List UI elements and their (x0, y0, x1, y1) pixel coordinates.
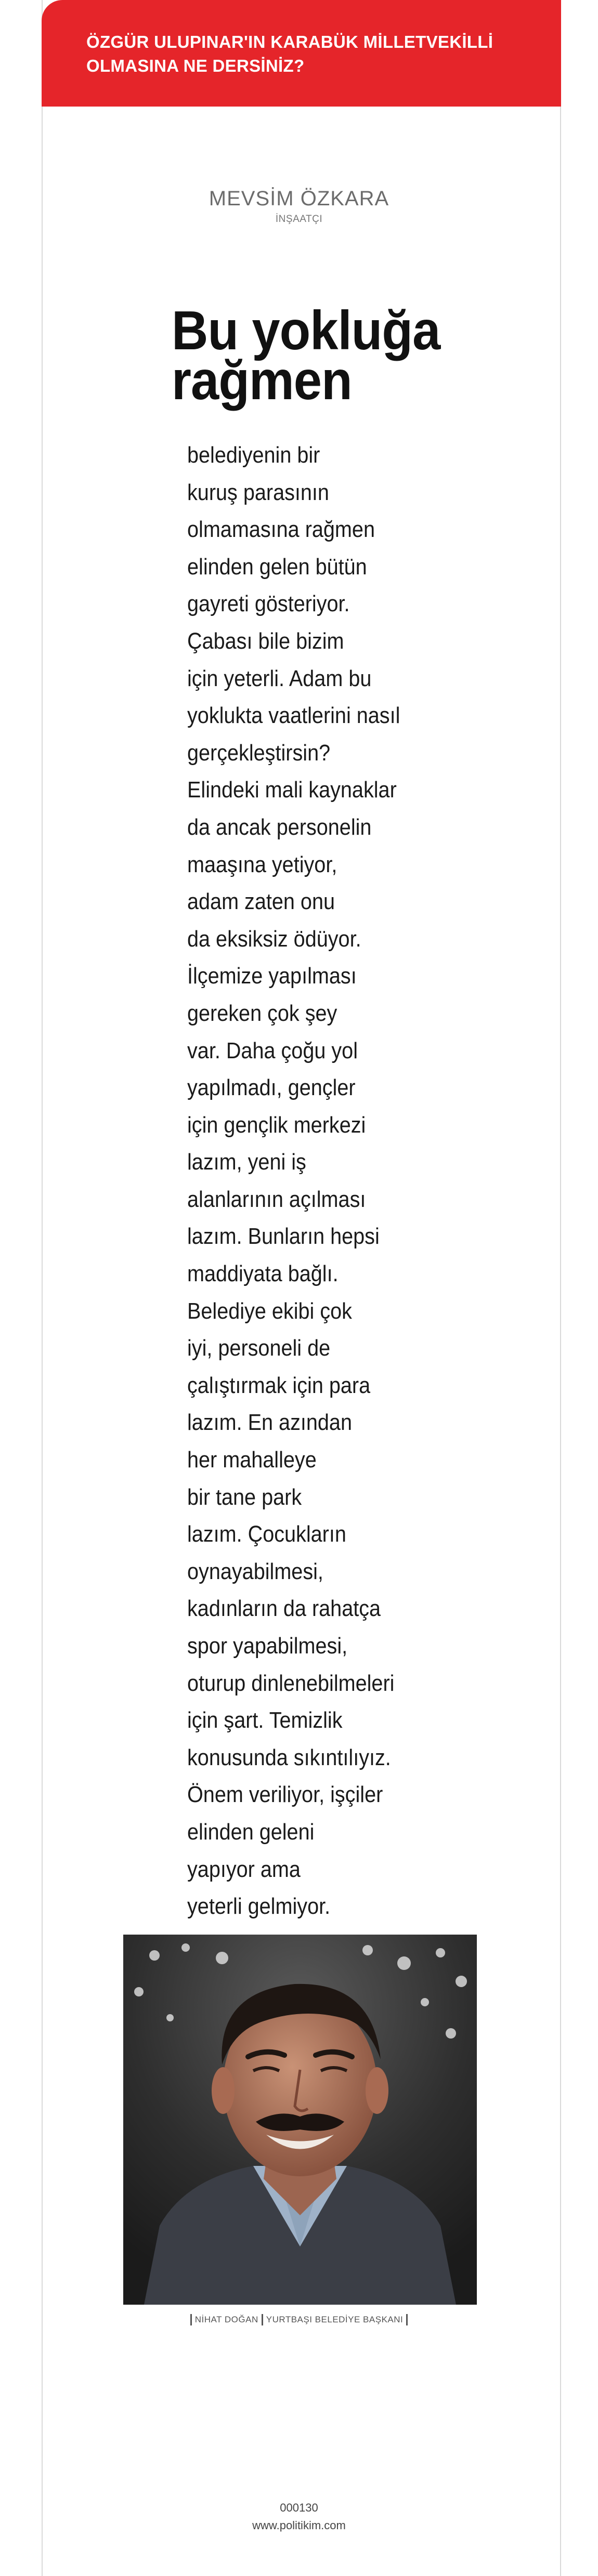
body-line: İlçemize yapılması (187, 963, 357, 989)
body-line: için yeterli. Adam bu (187, 665, 372, 691)
body-line: spor yapabilmesi, (187, 1633, 348, 1659)
body-line: gerçekleştirsin? (187, 740, 331, 766)
body-line: lazım. Bunların hepsi (187, 1224, 380, 1250)
body-line: gereken çok şey (187, 1000, 337, 1026)
body-line: yapılmadı, gençler (187, 1075, 356, 1101)
body-line: iyi, personeli de (187, 1335, 331, 1361)
body-line: olmamasına rağmen (187, 517, 375, 543)
body-line: için şart. Temizlik (187, 1707, 343, 1733)
body-line: oynayabilmesi, (187, 1558, 323, 1584)
body-line: çalıştırmak için para (187, 1372, 371, 1398)
body-line: kuruş parasının (187, 479, 329, 505)
portrait-photo (123, 1935, 477, 2305)
body-line: gayreti gösteriyor. (187, 591, 350, 617)
body-line: oturup dinlenebilmeleri (187, 1670, 395, 1696)
question-text: ÖZGÜR ULUPINAR'IN KARABÜK MİLLETVEKİLLİ OLMASINA NE DERSİNİZ? (86, 32, 493, 75)
body-line: maddiyata bağlı. (187, 1261, 339, 1287)
body-line: kadınların da rahatça (187, 1596, 381, 1622)
body-line: lazım, yeni iş (187, 1149, 306, 1175)
body-line: lazım. Çocukların (187, 1521, 346, 1547)
body-line: elinden geleni (187, 1819, 315, 1845)
body-line: da ancak personelin (187, 814, 372, 840)
body-line: Elindeki mali kaynaklar (187, 777, 397, 803)
caption-divider (190, 2314, 192, 2325)
body-line: konusunda sıkıntılıyız. (187, 1744, 391, 1770)
body-line: var. Daha çoğu yol (187, 1037, 358, 1063)
caption-name: NİHAT DOĞAN (194, 2315, 258, 2324)
website-link[interactable]: www.politikim.com (252, 2519, 346, 2532)
body-line: için gençlik merkezi (187, 1112, 366, 1138)
body-line: elinden gelen bütün (187, 554, 367, 580)
caption-divider (406, 2314, 408, 2325)
author-name: MEVSİM ÖZKARA (209, 187, 389, 210)
body-line: lazım. En azından (187, 1410, 352, 1436)
author-role: İNŞAATÇI (275, 214, 323, 225)
body-line: yapıyor ama (187, 1856, 301, 1882)
question-header (42, 0, 561, 107)
body-line: belediyenin bir (187, 442, 320, 468)
body-line: alanlarının açılması (187, 1186, 366, 1212)
article-title (172, 300, 468, 411)
card-border-right (560, 0, 561, 2576)
caption-title: YURTBAŞI BELEDİYE BAŞKANI (266, 2315, 404, 2324)
article-body (187, 437, 402, 1925)
body-line: yoklukta vaatlerini nasıl (187, 703, 400, 729)
body-line: da eksiksiz ödüyor. (187, 926, 361, 952)
page-footer (0, 2499, 598, 2534)
title-line: rağmen (172, 350, 352, 411)
body-line: her mahalleye (187, 1447, 317, 1473)
body-line: maaşına yetiyor, (187, 851, 337, 877)
body-line: yeterli gelmiyor. (187, 1894, 331, 1920)
body-line: Belediye ekibi çok (187, 1298, 352, 1324)
body-line: adam zaten onu (187, 889, 335, 915)
author-block (0, 186, 598, 226)
body-line: bir tane park (187, 1484, 302, 1510)
portrait-image (123, 1935, 477, 2305)
body-line: Çabası bile bizim (187, 628, 344, 654)
photo-caption (0, 2314, 598, 2325)
caption-divider (262, 2314, 263, 2325)
page-number: 000130 (280, 2501, 318, 2514)
card-border-left (42, 0, 43, 2576)
body-line: Önem veriliyor, işçiler (187, 1782, 383, 1808)
title-line: Bu yokluğa (172, 300, 440, 361)
